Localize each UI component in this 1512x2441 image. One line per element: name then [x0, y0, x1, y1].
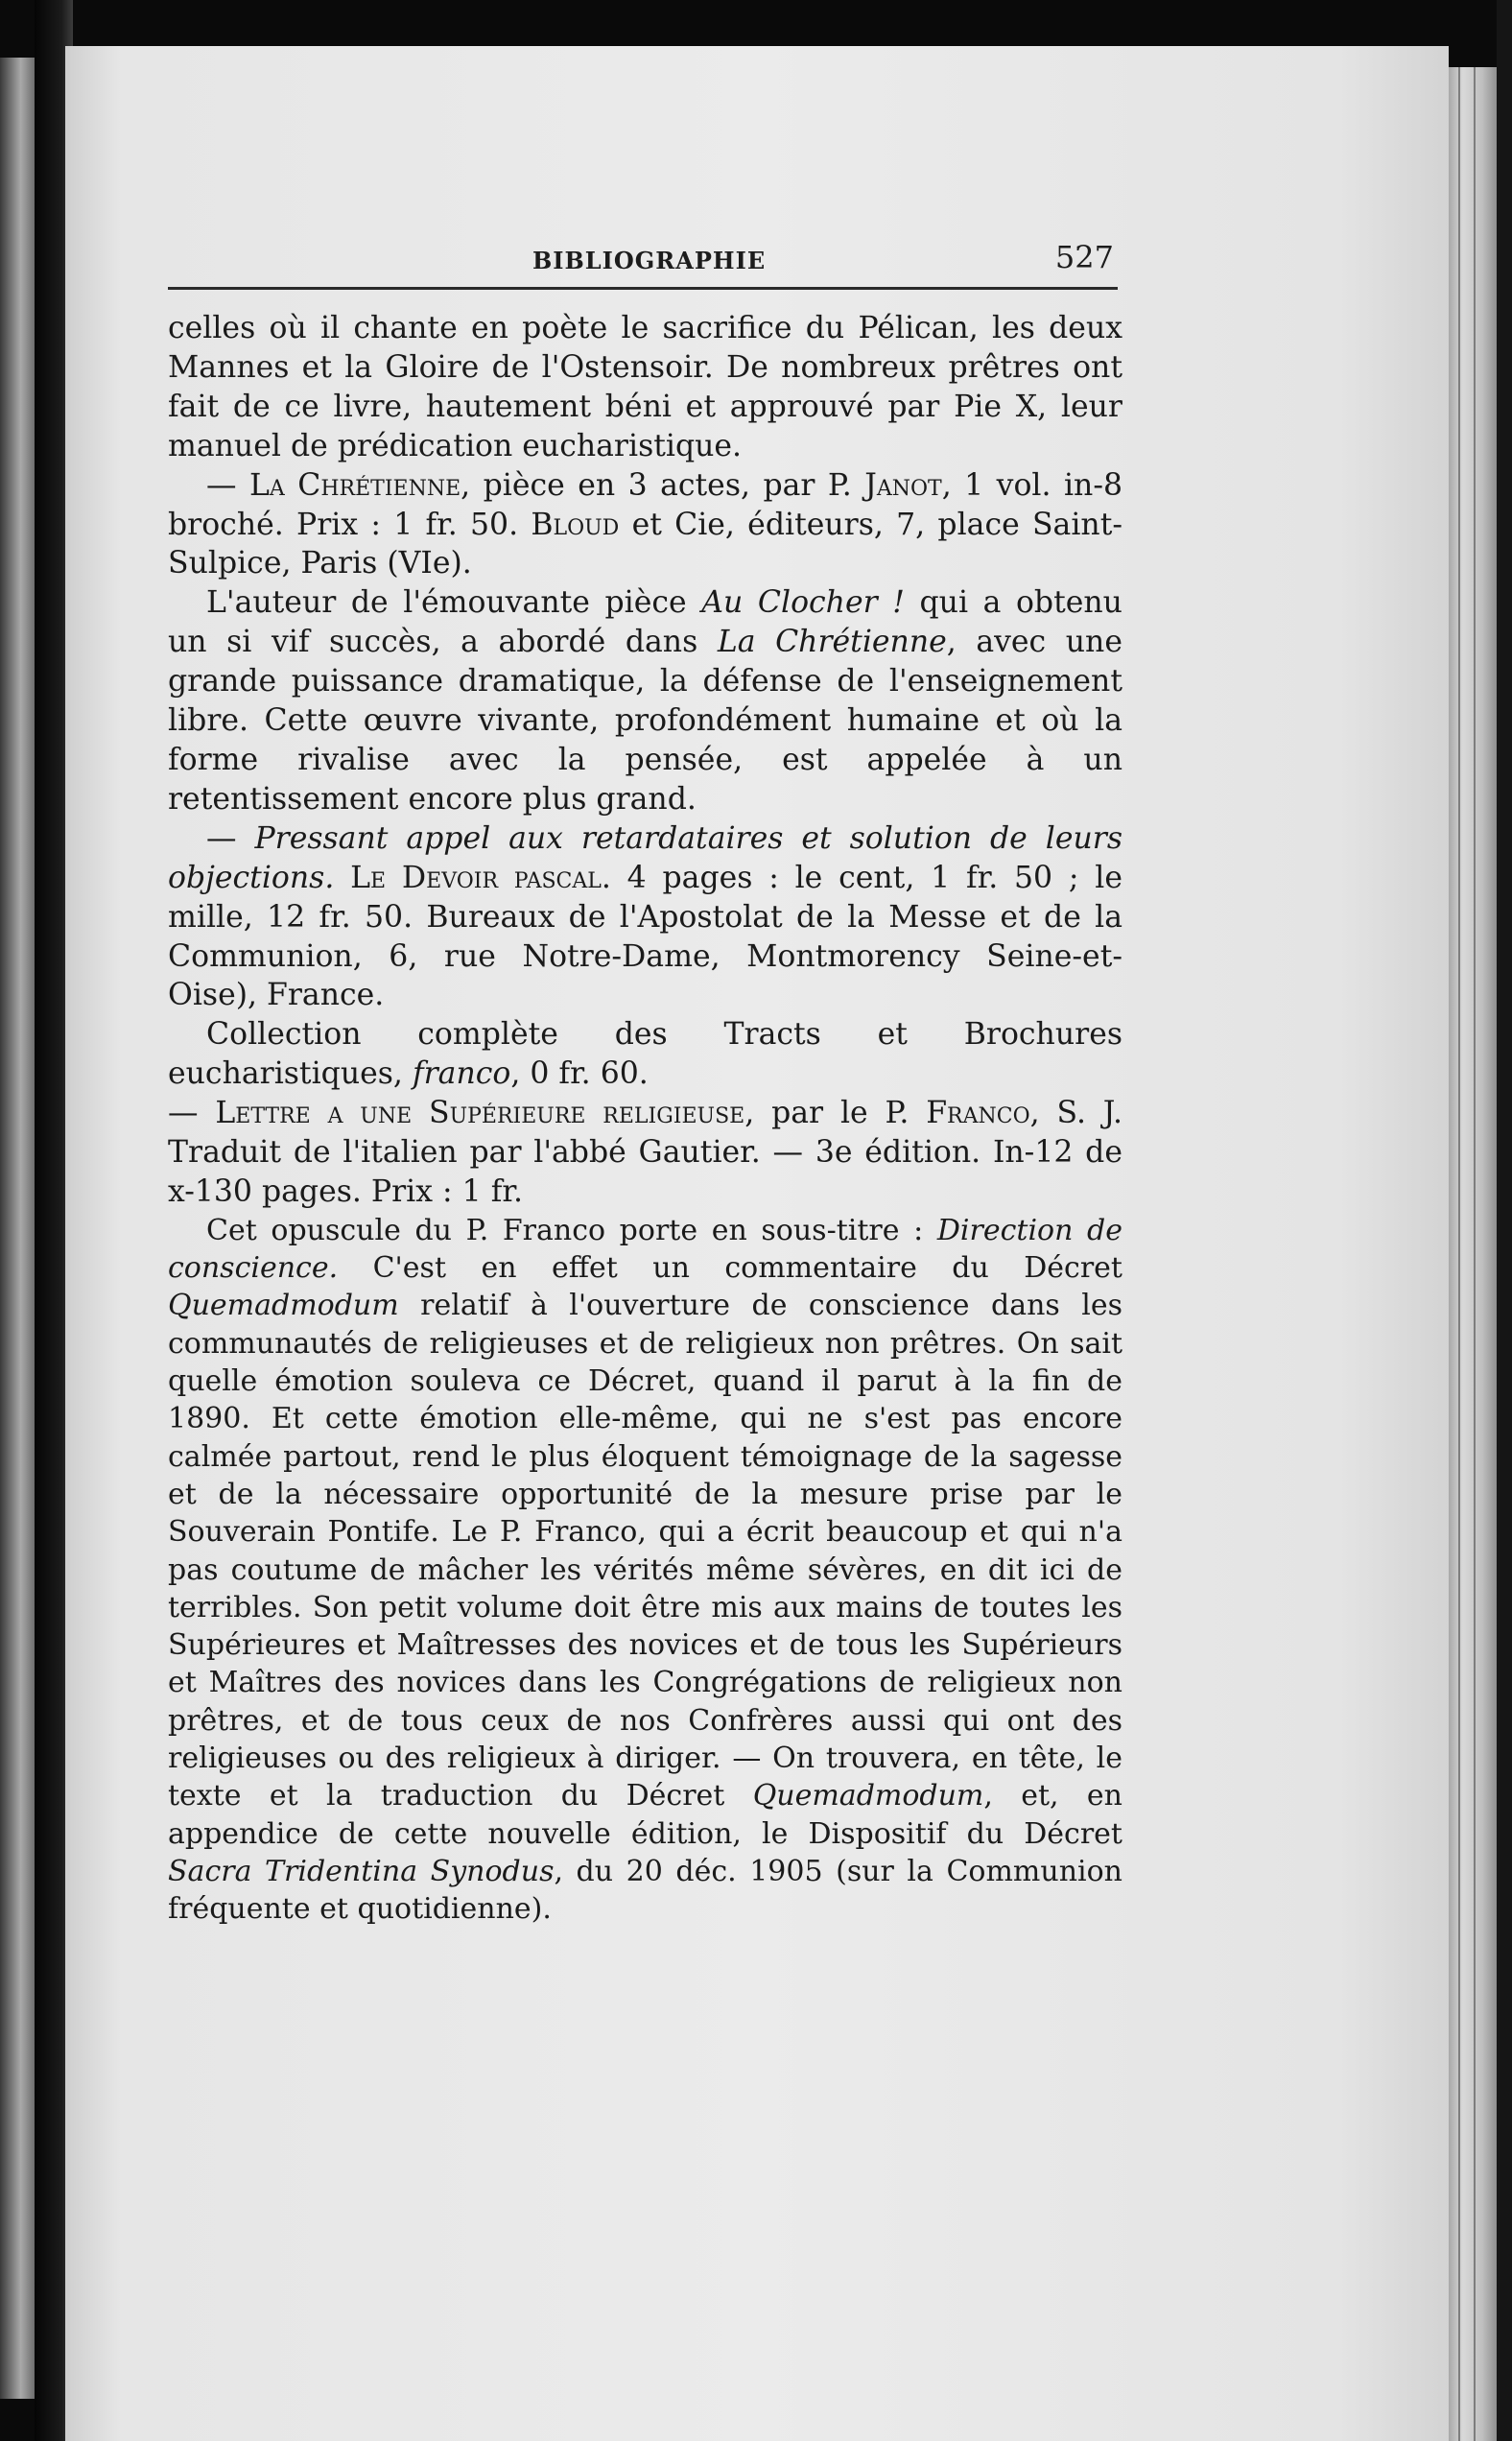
collection-notice — [168, 1015, 1122, 1094]
author-name: Janot — [864, 467, 942, 503]
notice-text: , 0 fr. 60. — [510, 1056, 649, 1092]
notice-dash: — — [206, 467, 249, 503]
notice-text: , par le P. — [744, 1096, 927, 1131]
decree-title: Quemadmodum — [168, 1289, 399, 1323]
notice-text: et Cie, éditeurs, 7, place Saint-Sulpice, Paris (VIe). — [168, 507, 1122, 581]
review-text: qui a obtenu un si vif succès, a abordé dans — [168, 585, 1122, 660]
page-number: 527 — [1054, 239, 1114, 275]
running-title: BIBLIOGRAPHIE — [532, 247, 767, 274]
header-rule — [168, 287, 1118, 290]
review-text: , avec une grande puissance dramatique, la défense de l'enseignement libre. Cette œuvre vivante, profondément humaine et où la forme rivalise avec la pensée, est appelée à un retentissement encore plus grand. — [168, 625, 1122, 817]
paragraph-continued — [168, 309, 1122, 466]
book-title: Lettre a une Supérieure religieuse — [215, 1096, 745, 1131]
notice-dash: — — [168, 1096, 216, 1131]
work-title: Au Clocher ! — [701, 585, 905, 621]
page-body — [168, 309, 1122, 1928]
review-text: , et, en appendice de cette nouvelle édition, le Dispositif du Décret — [168, 1779, 1122, 1851]
publication-name: Le Devoir pascal — [350, 860, 602, 895]
book-title: La Chrétienne — [248, 467, 461, 503]
review-paragraph — [168, 583, 1122, 818]
notice-text: Collection complète des Tracts et Brochures eucharistiques, — [168, 1017, 1122, 1092]
review-text: relatif à l'ouverture de conscience dans les communautés de religieuses et de religieux non prêtres. On sait quelle émotion souleva ce Décret, quand il parut à la fin de 1890. Et cette émotion elle-même, qui ne s'est pas encore calmée partout, rend le plus éloquent témoignage de la sagesse et de la nécessaire opportunité de la mesure prise par le Souverain Pontife. Le P. Franco, qui a écrit beaucoup et qui n'a pas coutume de mâcher les vérités même sévères, en dit ici de terribles. Son petit volume doit être mis aux mains de toutes les Supérieures et Maîtresses des novices et de tous les Supérieurs et Maîtres des novices dans les Congrégations de religieux non prêtres, et de tous ceux de nos Confrères aussi qui ont des religieuses ou des religieux à diriger. — On trouvera, en tête, le texte et la traduction du Décret — [168, 1289, 1122, 1813]
publisher-name: Bloud — [531, 507, 620, 542]
book-notice — [168, 1094, 1122, 1212]
subtitle: Direction de conscience. — [168, 1213, 1122, 1286]
review-text: , du 20 déc. 1905 (sur la Communion fréquente et quotidienne). — [168, 1854, 1122, 1927]
scan-border — [1497, 0, 1512, 2441]
running-header — [168, 235, 1118, 273]
tract-notice — [168, 819, 1122, 1016]
page-stack-edge — [1449, 67, 1497, 2441]
work-title: La Chrétienne — [717, 625, 947, 660]
decree-title: Sacra Tridentina Synodus — [168, 1854, 555, 1888]
review-paragraph — [168, 1212, 1122, 1929]
notice-dash: — — [206, 820, 255, 856]
review-text: C'est en effet un commentaire du Décret — [338, 1251, 1122, 1286]
notice-text: . 4 pages : le cent, 1 fr. 50 ; le mille, 12 fr. 50. Bureaux de l'Apostolat de la Messe et de la Communion, 6, rue Notre-Dame, Montmorency Seine-et-Oise), France. — [168, 860, 1122, 1013]
notice-text: , S. J. Traduit de l'italien par l'abbé Gautier. — 3e édition. In-12 de x-130 pages. Prix : 1 fr. — [168, 1096, 1122, 1209]
tract-title: Pressant appel aux retardataires et solution de leurs objections. — [168, 820, 1122, 895]
decree-title: Quemadmodum — [752, 1779, 984, 1813]
notice-text: , pièce en 3 actes, par P. — [461, 467, 865, 503]
italic-term: franco — [412, 1056, 511, 1092]
paragraph-text: celles où il chante en poète le sacrifice du Pélican, les deux Mannes et la Gloire de l'Ostensoir. De nombreux prêtres ont fait de ce livre, hautement béni et approuvé par Pie X, leur manuel de prédication eucharistique. — [168, 311, 1122, 463]
book-notice — [168, 466, 1122, 584]
review-text: Cet opuscule du P. Franco porte en sous-titre : — [206, 1213, 937, 1247]
author-name: Franco — [926, 1096, 1030, 1131]
review-text: L'auteur de l'émouvante pièce — [206, 585, 702, 621]
notice-text: , 1 vol. in-8 broché. Prix : 1 fr. 50. — [168, 467, 1123, 542]
facing-page-edge — [0, 58, 35, 2399]
